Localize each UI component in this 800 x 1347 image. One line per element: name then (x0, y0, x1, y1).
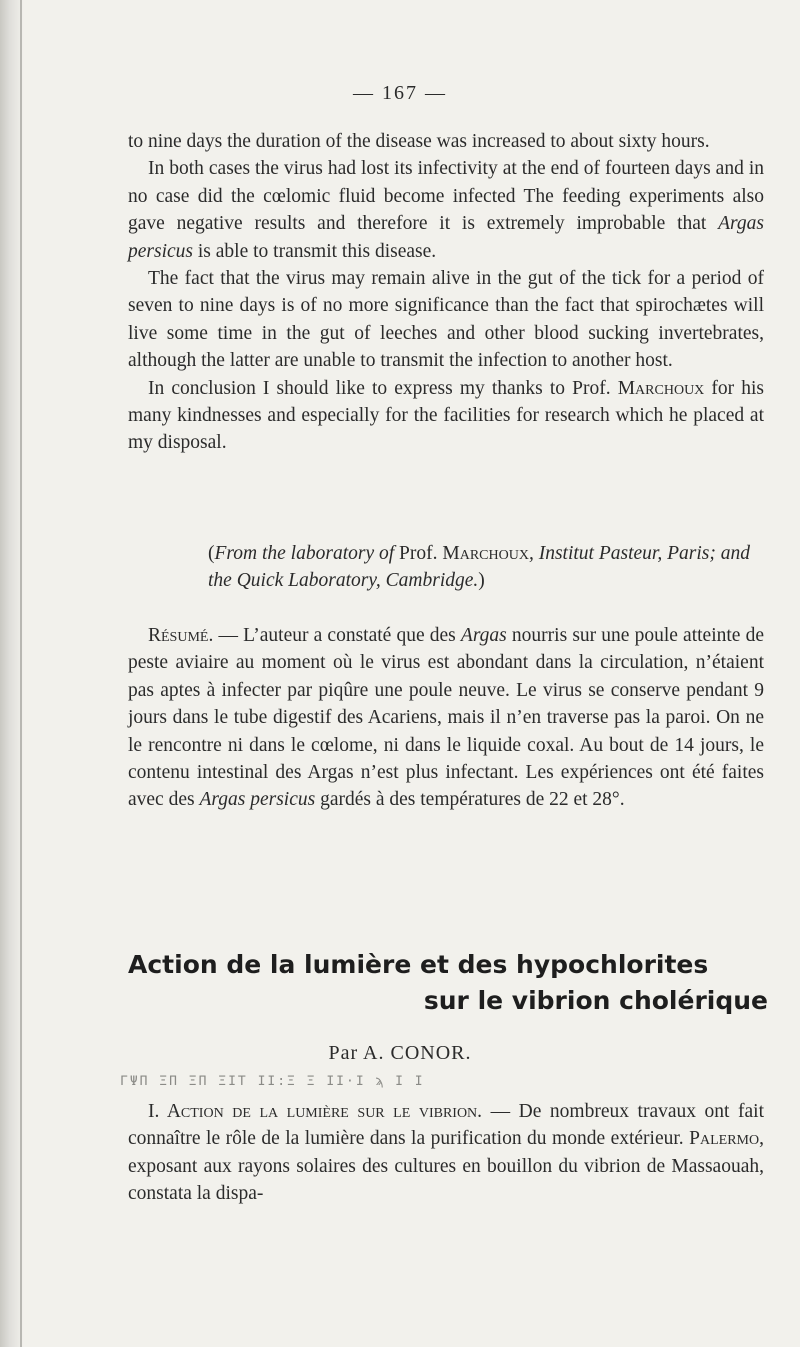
resume-dash: — (213, 625, 244, 646)
resume-section (128, 622, 764, 814)
resume-text-c: gardés à des températures de 22 et 28°. (315, 789, 625, 811)
section-1-paragraph (128, 1098, 764, 1208)
paragraph-2-text-b: is able to transmit this disease. (193, 240, 437, 262)
resume-text-a: L’auteur a constaté que des (243, 625, 461, 646)
print-smudge: ΓΨΠ ΞΠ ΞΠ ΞΙΤ ΙΙ:Ξ Ξ ΙΙ·Ι ϡ Ι Ι (120, 1074, 425, 1089)
paragraph-4 (128, 375, 764, 457)
section-1-heading: I. Action de la lumière sur le vibrion. (148, 1101, 483, 1122)
resume-genus: Argas (460, 625, 507, 646)
article-title-line-1: Action de la lumière et des hypochlorites (128, 950, 709, 979)
resume-text-b: nourris sur une poule atteinte de peste aviaire au moment où le virus est abondant dans la circulation, n’étaient pas aptes à infecter par piqûre une poule neuve. Le virus se conserve pendant 9 jours dans le tube digestif des Acariens, mais il n’en traverse pas la paroi. On ne le rencontre ni dans le cœlome, ni dans le liquide coxal. Au bout de 14 jours, le contenu intestinal des Argas n’est plus infectant. Les expériences ont été faites avec des (128, 625, 764, 811)
page-gutter-line (20, 0, 22, 1347)
affil-open-paren: ( (208, 543, 215, 564)
section-1-dash: — (482, 1101, 519, 1122)
resume-label: Résumé. (148, 625, 214, 646)
section-1-text-a: De nombreux travaux ont fait connaître le rôle de la lumière dans la purification du monde extérieur. (128, 1101, 764, 1150)
paragraph-1 (128, 128, 764, 155)
paragraph-3-text: The fact that the virus may remain alive in the gut of the tick for a period of seven to nine days is of no more significance than the fact that spirochætes will live some time in the gut of leeches and other blood sucking invertebrates, although the latter are unable to transmit the infection to another host. (128, 268, 764, 372)
affil-prof: Prof. (394, 543, 443, 564)
species-name: Argas persicus (128, 213, 764, 262)
affil-institute: , Institut Pasteur, Paris; and the Quick Laboratory, Cambridge. (208, 543, 750, 592)
paragraph-2-text-a: In both cases the virus had lost its infectivity at the end of fourteen days and in no case did the cœlomic fluid become infected The feeding experiments also gave negative results and therefore it is extremely improbable that (128, 158, 764, 235)
affiliation (128, 540, 764, 595)
affil-name: Marchoux (442, 543, 529, 564)
article-author: Par A. CONOR. (328, 1042, 472, 1064)
affiliation-line (128, 540, 764, 595)
paragraph-4-text-b: for his many kindnesses and especially for the facilities for research which he placed at my disposal. (128, 377, 764, 454)
section-1-text-b: , exposant aux rayons solaires des cultures en bouillon du vibrion de Massaouah, constata la dispa- (128, 1128, 764, 1205)
paragraph-3 (128, 265, 764, 375)
author-name-palermo: Palermo (689, 1128, 760, 1150)
author-name-marchoux: Marchoux (617, 377, 705, 399)
article-title-line-2: sur le vibrion cholérique (423, 986, 768, 1015)
page-number: — 167 — (353, 82, 447, 104)
paragraph-2 (128, 155, 764, 265)
paragraph-1-text: to nine days the duration of the disease was increased to about sixty hours. (128, 131, 710, 152)
affil-close-paren: ) (478, 570, 485, 592)
section-1 (128, 1098, 764, 1208)
affil-from: From the laboratory of (214, 543, 395, 564)
paragraph-4-text-a: In conclusion I should like to express my thanks to Prof. (148, 377, 618, 399)
resume-species: Argas persicus (199, 789, 316, 811)
english-conclusion (128, 128, 764, 457)
resume-paragraph (128, 622, 764, 814)
